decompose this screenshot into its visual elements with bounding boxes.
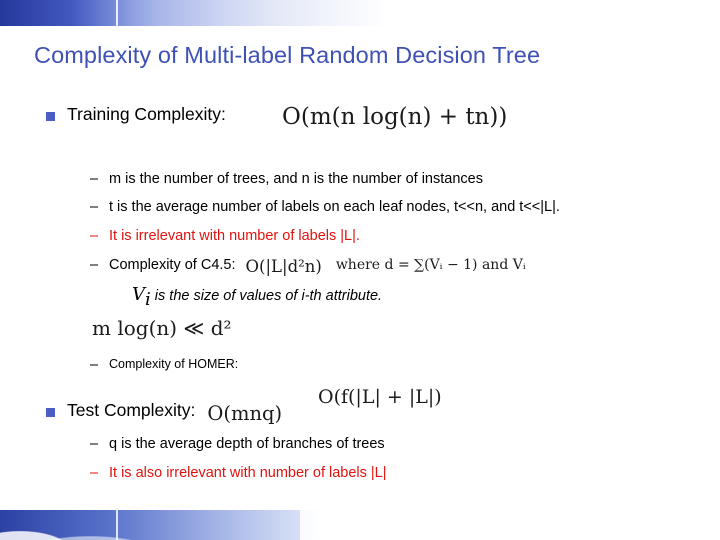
c45-formula: O(|L|d²n) (245, 256, 322, 276)
test-bullet-0: q is the average depth of branches of trees (109, 436, 385, 452)
homer-label: Complexity of HOMER: (109, 357, 239, 372)
top-decoration-tick (116, 0, 118, 26)
list-item (46, 435, 696, 455)
list-item-c45 (46, 256, 696, 276)
inequality-formula: m log(n) ≪ d² (92, 316, 232, 341)
dash-bullet-icon: – (90, 256, 99, 273)
list-item-homer (46, 356, 696, 375)
list-item (46, 464, 696, 484)
c45-note-symbol: V (132, 284, 145, 306)
c45-note (46, 284, 696, 310)
dash-bullet-icon: – (90, 436, 99, 452)
square-bullet-icon (46, 112, 55, 121)
test-complexity-formula: O(mnq) (207, 402, 283, 425)
top-decoration-accent (0, 0, 130, 26)
list-item (46, 198, 696, 218)
training-bullet-1: t is the average number of labels on each leaf nodes, t<<n, and t<<|L|. (109, 199, 560, 216)
square-bullet-icon (46, 408, 55, 417)
c45-note-text: is the size of values of i-th attribute. (154, 288, 383, 305)
dash-bullet-icon: – (90, 199, 99, 216)
c45-label: Complexity of C4.5: (109, 256, 236, 273)
list-item (46, 170, 696, 190)
dash-bullet-icon: – (90, 357, 99, 374)
page-title: Complexity of Multi-label Random Decision Tree (34, 42, 541, 68)
training-complexity-formula: O(m(n log(n) + tn)) (282, 104, 508, 130)
slide-body (46, 104, 696, 492)
test-bullet-1: It is also irrelevant with number of labels |L| (109, 464, 387, 481)
training-bullet-2: It is irrelevant with number of labels |L|. (109, 228, 360, 244)
list-item (46, 227, 696, 247)
bottom-decoration-tick (116, 510, 118, 540)
training-complexity-label: Training Complexity: (67, 104, 226, 124)
dash-bullet-icon: – (90, 464, 99, 481)
c45-where-formula: where d = ∑(Vᵢ − 1) and Vᵢ (335, 256, 526, 273)
homer-formula: O(f(|L| + |L|) (318, 386, 442, 408)
dash-bullet-icon: – (90, 228, 99, 244)
training-bullet-0: m is the number of trees, and n is the number of instances (109, 170, 483, 187)
bottom-decoration-swoosh (0, 510, 300, 540)
dash-bullet-icon: – (90, 170, 99, 187)
test-complexity-label: Test Complexity: (67, 400, 196, 420)
c45-note-subscript: i (145, 289, 151, 311)
